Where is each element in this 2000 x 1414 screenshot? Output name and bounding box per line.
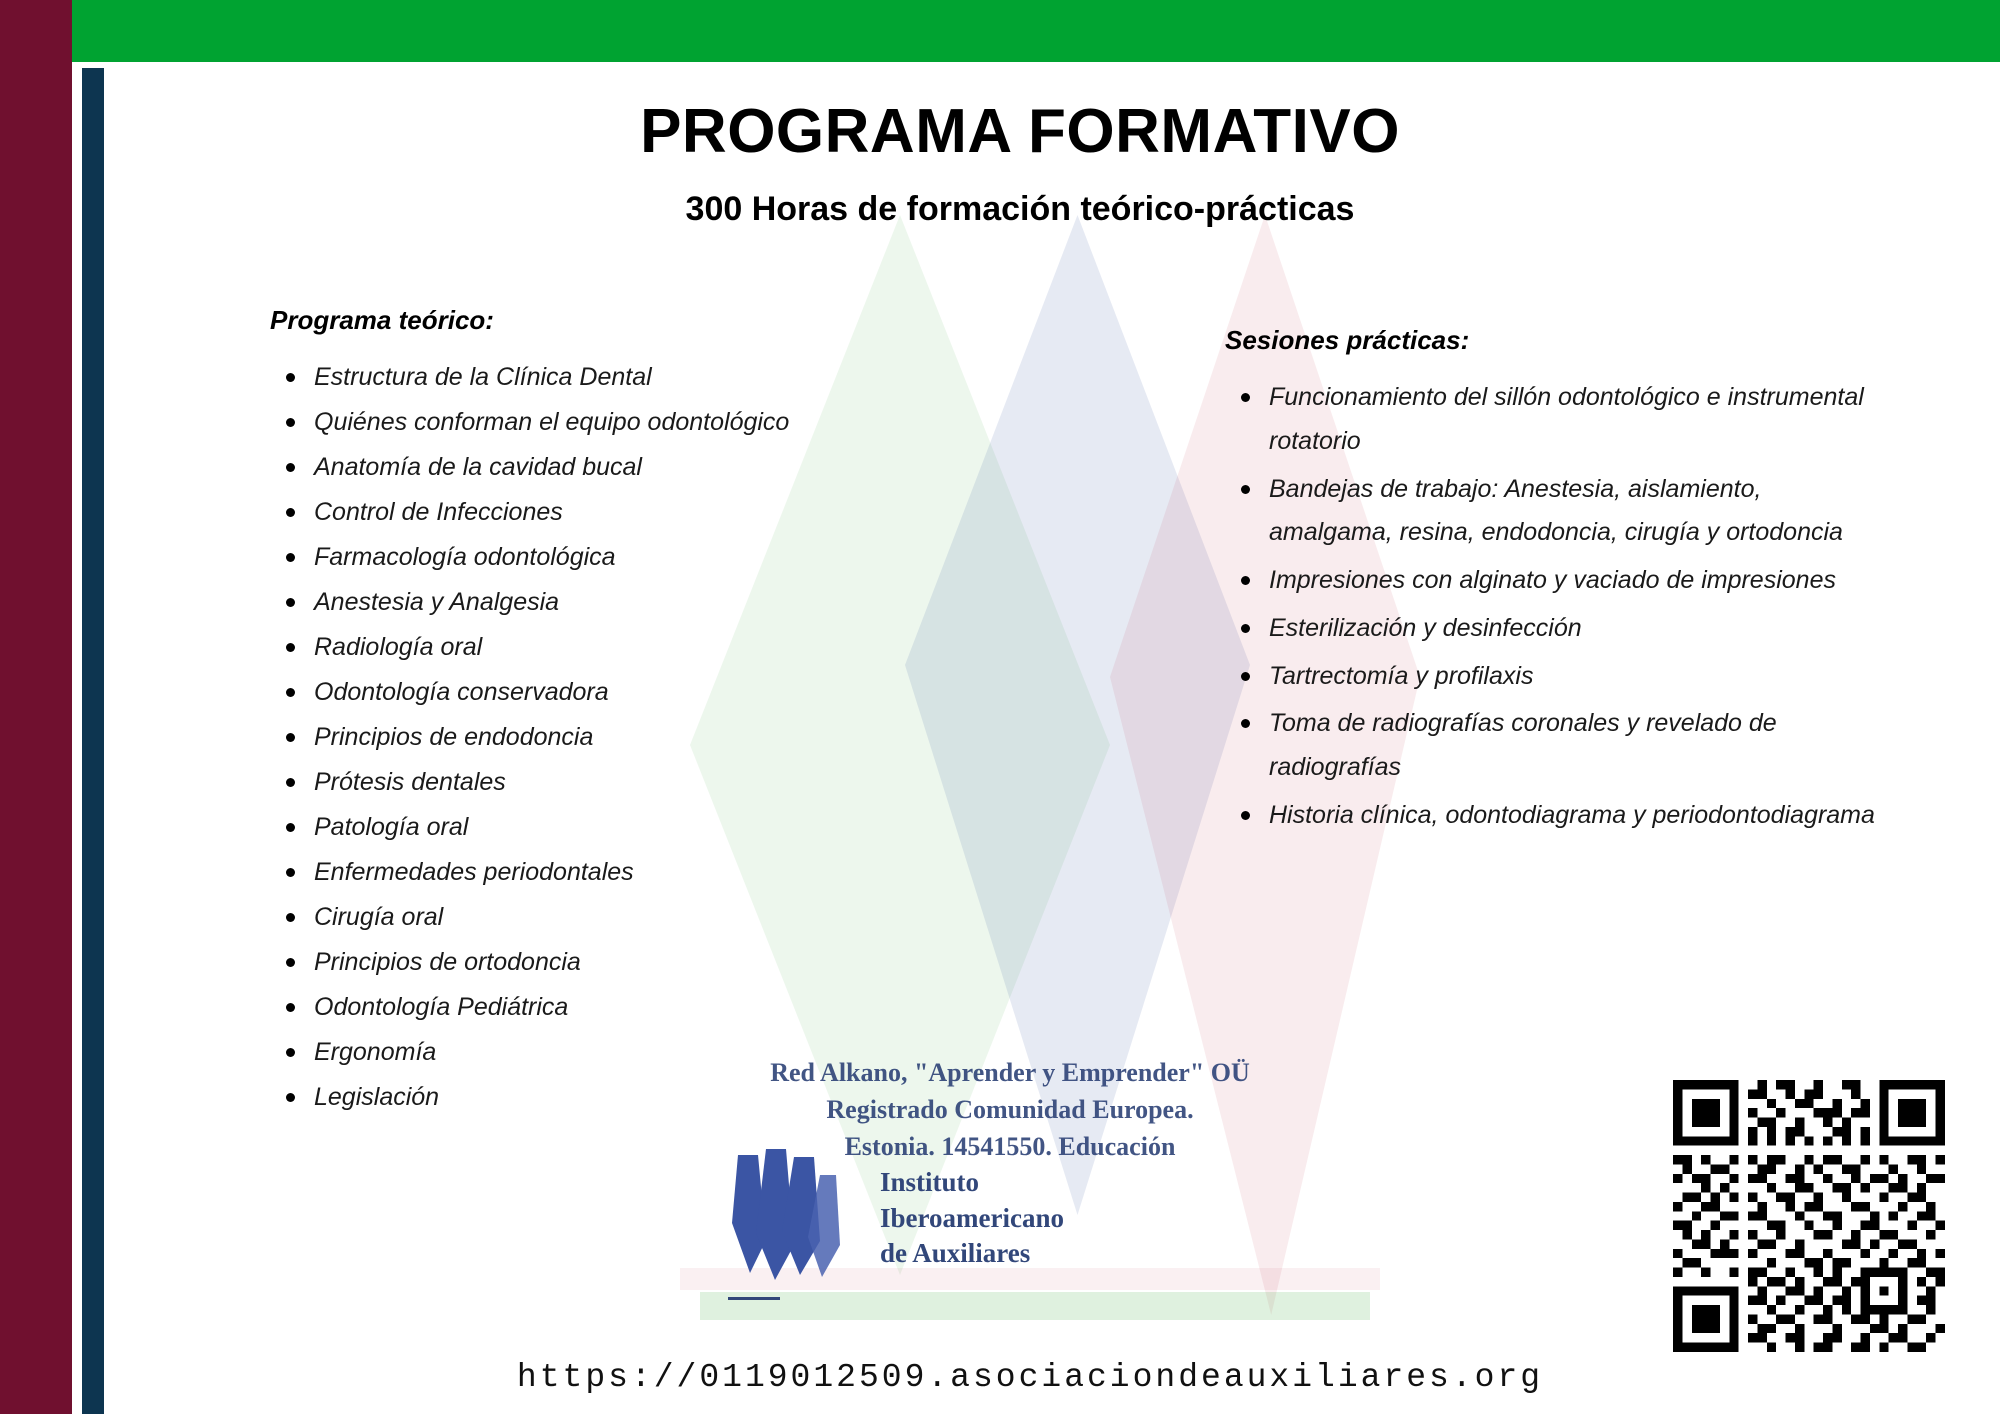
qr-code-icon[interactable] xyxy=(1673,1080,1945,1352)
list-item: Tartrectomía y profilaxis xyxy=(1225,655,1885,699)
left-maroon-bar xyxy=(0,0,72,1414)
list-item: Odontología Pediátrica xyxy=(270,986,830,1029)
stamp-line-1: Red Alkano, "Aprender y Emprender" OÜ xyxy=(770,1058,1250,1087)
left-navy-bar xyxy=(82,68,104,1414)
list-item: Anestesia y Analgesia xyxy=(270,581,830,624)
practice-column xyxy=(1225,325,1885,842)
institute-logo-text xyxy=(880,1165,1064,1272)
footer-url[interactable]: https://0119012509.asociaciondeauxiliares.org xyxy=(516,1359,1544,1396)
theory-column xyxy=(270,305,830,1121)
institute-logo-icon xyxy=(720,1145,860,1310)
list-item: Funcionamiento del sillón odontológico e instrumental rotatorio xyxy=(1225,376,1885,464)
practice-heading: Sesiones prácticas: xyxy=(1225,325,1470,355)
list-item: Enfermedades periodontales xyxy=(270,851,830,894)
list-item: Quiénes conforman el equipo odontológico xyxy=(270,401,830,444)
stamp-line-2: Registrado Comunidad Europea. xyxy=(826,1094,1194,1124)
practice-list xyxy=(1225,376,1885,838)
list-item: Farmacología odontológica xyxy=(270,536,830,579)
list-item: Prótesis dentales xyxy=(270,761,830,804)
list-item: Anatomía de la cavidad bucal xyxy=(270,446,830,489)
list-item: Radiología oral xyxy=(270,626,830,669)
logo-text-line-1: Instituto xyxy=(880,1167,980,1197)
list-item: Toma de radiografías coronales y revelado de radiografías xyxy=(1225,702,1885,790)
page-subtitle: 300 Horas de formación teórico-prácticas xyxy=(685,190,1355,228)
list-item: Legislación xyxy=(270,1076,830,1119)
page-title: PROGRAMA FORMATIVO xyxy=(640,97,1400,166)
list-item: Principios de ortodoncia xyxy=(270,941,830,984)
theory-heading: Programa teórico: xyxy=(270,305,494,335)
list-item: Control de Infecciones xyxy=(270,491,830,534)
list-item: Esterilización y desinfección xyxy=(1225,607,1885,651)
list-item: Estructura de la Clínica Dental xyxy=(270,356,830,399)
list-item: Historia clínica, odontodiagrama y periodontodiagrama xyxy=(1225,794,1885,838)
list-item: Odontología conservadora xyxy=(270,671,830,714)
theory-list xyxy=(270,356,830,1119)
list-item: Impresiones con alginato y vaciado de impresiones xyxy=(1225,559,1885,603)
logo-text-line-3: de Auxiliares xyxy=(880,1238,1031,1269)
list-item: Cirugía oral xyxy=(270,896,830,939)
top-green-bar xyxy=(72,0,2000,62)
list-item: Principios de endodoncia xyxy=(270,716,830,759)
logo-text-line-2: Iberoamericano xyxy=(880,1202,1064,1233)
list-item: Patología oral xyxy=(270,806,830,849)
list-item: Ergonomía xyxy=(270,1031,830,1074)
list-item: Bandejas de trabajo: Anestesia, aislamiento, amalgama, resina, endodoncia, cirugía y ortodoncia xyxy=(1225,468,1885,556)
institute-logo xyxy=(700,1135,1320,1325)
stamp-line-3: Estonia. 14541550. Educación xyxy=(844,1131,1176,1161)
